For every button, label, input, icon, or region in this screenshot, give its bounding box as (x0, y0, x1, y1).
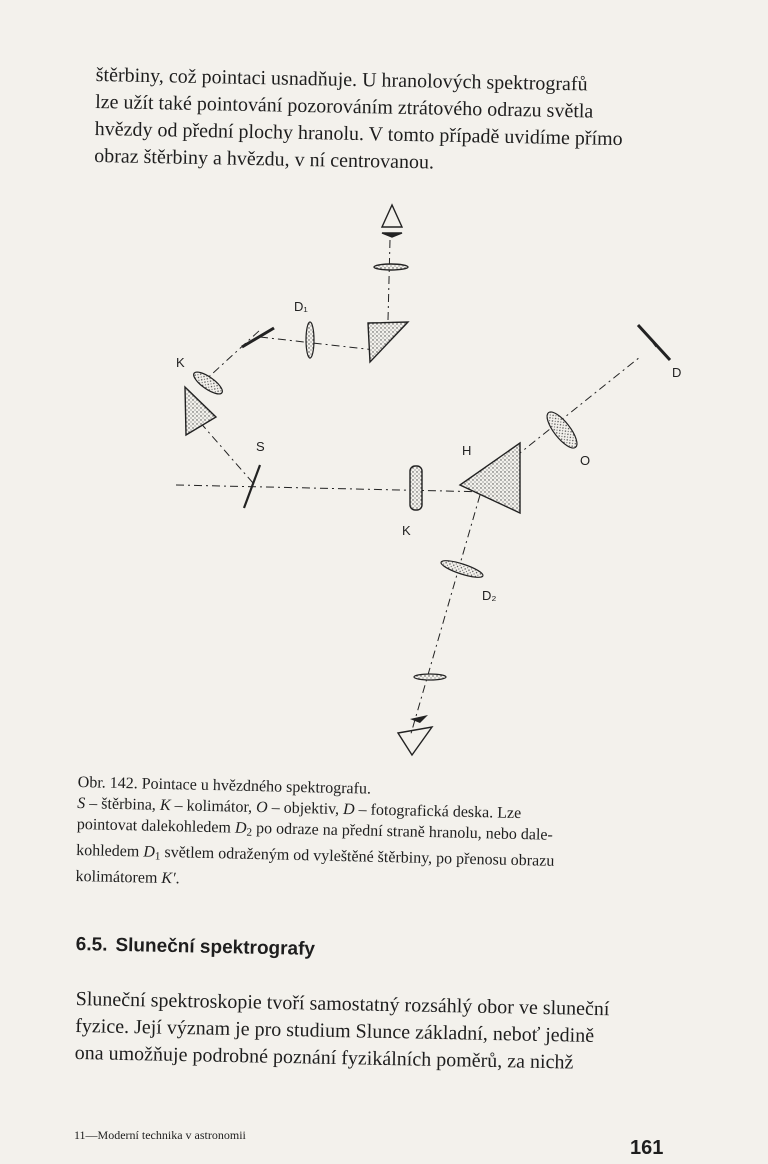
slit (244, 465, 260, 508)
footer-signature: 11—Moderní technika v astronomii (74, 1128, 246, 1142)
d2-lens (440, 557, 485, 580)
eye-triangle (382, 205, 402, 227)
section-title: Sluneční spektrografy (115, 934, 316, 961)
d1-eyepiece (374, 205, 408, 270)
body-paragraph (74, 986, 669, 1078)
sym-o: O (255, 799, 268, 817)
caption-line: Obr. 142. Pointace u hvězdného spektrografu. (77, 773, 372, 798)
intro-paragraph (94, 62, 696, 181)
spectrograph-diagram (160, 195, 700, 775)
collimator-beam (176, 485, 490, 492)
sym-d: D (342, 801, 355, 819)
text: – fotografická deska. Lze (354, 801, 522, 823)
k-prime-lens (191, 368, 226, 397)
sym-d1: D (143, 843, 156, 861)
sym-k-prime: K′ (161, 869, 176, 887)
reflected-beam (198, 420, 253, 483)
text: – štěrbina, (85, 795, 161, 814)
lens (382, 233, 402, 237)
eye-triangle-d2 (398, 727, 432, 755)
sym-k: K (159, 796, 171, 815)
d2-eyepiece-lens (414, 674, 446, 680)
section-number: 6.5. (75, 934, 108, 956)
d2-eyepiece-small (410, 715, 428, 723)
text-line: štěrbiny, což pointaci usnadňuje. U hranolových spektrografů (95, 63, 588, 96)
label-d: D (672, 365, 682, 380)
label-k-top: K (176, 355, 185, 370)
label-o: O (580, 453, 591, 468)
label-s: S (256, 439, 265, 454)
subscript: 2 (246, 826, 253, 839)
mirror (242, 328, 274, 347)
d2-beam (410, 495, 480, 737)
text: světlem odraženým od vyleštěné štěrbiny, po přenosu obrazu (160, 843, 555, 870)
label-h: H (462, 443, 472, 458)
text: po odraze na přední straně hranolu, nebo dale- (251, 819, 553, 844)
d1-lens (306, 322, 314, 358)
text-line: fyzice. Její význam je pro studium Slunce základní, neboť jedině (75, 1014, 595, 1047)
d1-prism (368, 322, 408, 362)
text: – kolimátor, (170, 797, 257, 817)
text: kolimátorem (75, 867, 162, 887)
text-line: obraz štěrbiny a hvězdu, v ní centrovanou. (93, 144, 435, 174)
text-line: hvězdy od přední plochy hranolu. V tomto případě uvidíme přímo (94, 117, 623, 151)
lens (374, 264, 408, 270)
beam-to-plate (515, 357, 640, 457)
photographic-plate (638, 325, 670, 360)
text: pointovat dalekohledem (76, 815, 236, 837)
subscript: 1 (154, 850, 161, 863)
label-k-bottom: K (402, 523, 411, 538)
collimator-lens (410, 466, 422, 510)
text: . (175, 869, 180, 887)
text: kohledem (76, 841, 144, 861)
text-line: Sluneční spektroskopie tvoří samostatný rozsáhlý obor ve sluneční (75, 987, 610, 1021)
figure-caption (75, 772, 677, 900)
text-line: lze užít také pointování pozorováním ztrátového odrazu světla (95, 90, 594, 123)
d1-vertical-beam (388, 240, 390, 320)
label-d1: D₁ (294, 299, 308, 314)
sym-s: S (77, 794, 86, 813)
sym-d2: D (234, 819, 247, 837)
k-prime-prism (185, 387, 216, 435)
page-number: 161 (630, 1137, 664, 1159)
section-heading (76, 934, 316, 961)
label-d2: D₂ (482, 588, 497, 603)
text: – objektiv, (267, 799, 344, 819)
text-line: ona umožňuje podrobné poznání fyzikálních poměrů, za nichž (74, 1041, 574, 1074)
beam-to-d1 (260, 337, 375, 350)
